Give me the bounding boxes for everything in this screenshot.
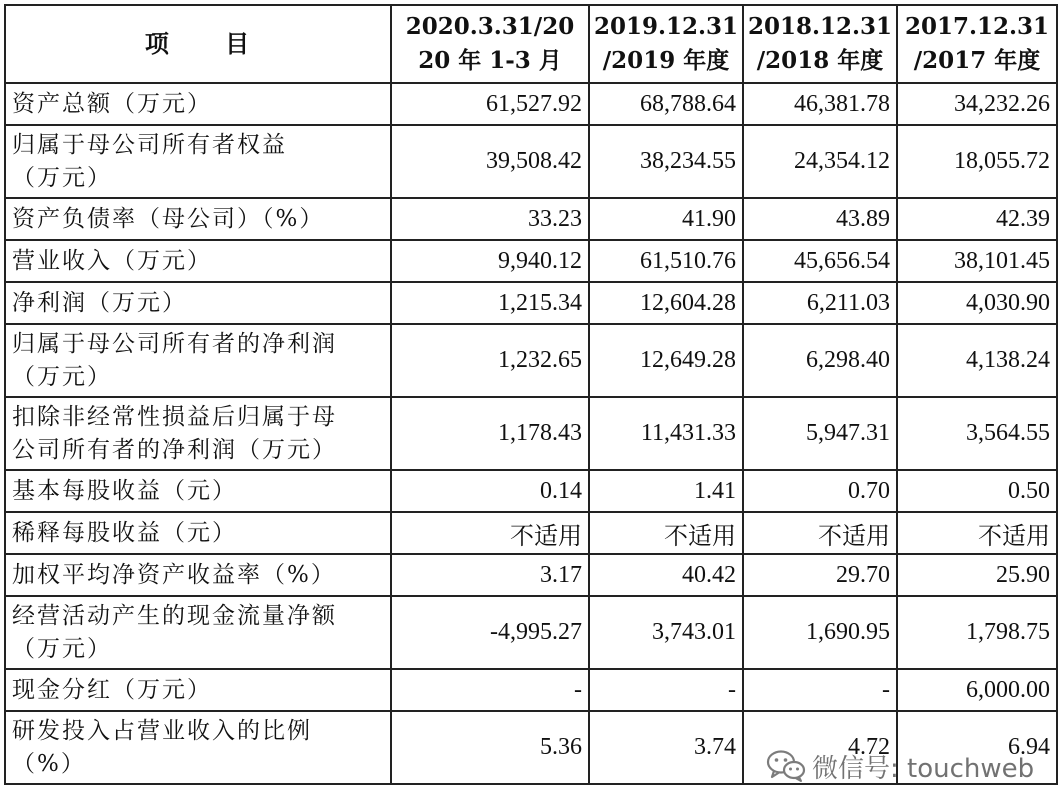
row-label: 基本每股收益（元） (5, 470, 391, 512)
table-row (5, 125, 1057, 198)
table-row (5, 470, 1057, 512)
item-column-header: 项 目 (5, 5, 391, 83)
header-row (5, 5, 1057, 83)
value-cell: 不适用 (743, 512, 897, 554)
period-range: /2018 年度 (756, 47, 884, 74)
period-date: 2018.12.31 (747, 13, 893, 40)
table-row (5, 83, 1057, 125)
table-row (5, 240, 1057, 282)
value-cell: 29.70 (743, 554, 897, 596)
row-label-line: 归属于母公司所有者的净利润 (12, 330, 337, 357)
table-header (5, 5, 1057, 83)
value-cell: 6,000.00 (897, 669, 1057, 711)
value-cell: 3,743.01 (589, 596, 743, 669)
value-cell: - (589, 669, 743, 711)
row-label (5, 711, 391, 784)
row-label: 加权平均净资产收益率（%） (5, 554, 391, 596)
value-cell: 11,431.33 (589, 397, 743, 470)
value-cell: 9,940.12 (391, 240, 589, 282)
table-row (5, 324, 1057, 397)
wechat-watermark (766, 746, 1034, 786)
table-row (5, 554, 1057, 596)
value-cell: 3,564.55 (897, 397, 1057, 470)
period-range: 20 年 1-3 月 (418, 47, 562, 74)
period-column-header (391, 5, 589, 83)
value-cell: 46,381.78 (743, 83, 897, 125)
row-label: 稀释每股收益（元） (5, 512, 391, 554)
row-label-line: 归属于母公司所有者权益 (12, 131, 287, 158)
row-label: 资产负债率（母公司）（%） (5, 198, 391, 240)
table-row (5, 397, 1057, 470)
period-range: /2019 年度 (602, 47, 730, 74)
value-cell: 61,510.76 (589, 240, 743, 282)
period-date: 2017.12.31 (904, 13, 1050, 40)
value-cell: 43.89 (743, 198, 897, 240)
period-date: 2020.3.31/20 (405, 13, 575, 40)
row-label (5, 125, 391, 198)
value-cell: 不适用 (897, 512, 1057, 554)
value-cell: 1,798.75 (897, 596, 1057, 669)
value-cell: 33.23 (391, 198, 589, 240)
value-cell: 41.90 (589, 198, 743, 240)
row-label: 净利润（万元） (5, 282, 391, 324)
value-cell: 25.90 (897, 554, 1057, 596)
wechat-icon (766, 749, 806, 783)
row-label (5, 397, 391, 470)
row-label-line: （万元） (12, 363, 112, 390)
value-cell: 38,234.55 (589, 125, 743, 198)
value-cell: 24,354.12 (743, 125, 897, 198)
row-label-line: 公司所有者的净利润（万元） (12, 436, 337, 463)
table-row (5, 669, 1057, 711)
value-cell: 3.74 (589, 711, 743, 784)
value-cell: 不适用 (391, 512, 589, 554)
value-cell: 1,690.95 (743, 596, 897, 669)
value-cell: 3.17 (391, 554, 589, 596)
value-cell: 6,211.03 (743, 282, 897, 324)
table-row (5, 198, 1057, 240)
table-body (5, 83, 1057, 784)
row-label: 现金分红（万元） (5, 669, 391, 711)
period-range: /2017 年度 (913, 47, 1041, 74)
row-label-line: 研发投入占营业收入的比例 (12, 717, 312, 744)
value-cell: 6.94 (897, 711, 1057, 784)
row-label: 营业收入（万元） (5, 240, 391, 282)
row-label-line: （%） (12, 750, 86, 777)
value-cell: 12,649.28 (589, 324, 743, 397)
value-cell: 0.70 (743, 470, 897, 512)
period-column-header (897, 5, 1057, 83)
value-cell: 39,508.42 (391, 125, 589, 198)
table-row (5, 282, 1057, 324)
period-column-header (589, 5, 743, 83)
value-cell: 5,947.31 (743, 397, 897, 470)
value-cell: -4,995.27 (391, 596, 589, 669)
row-label-line: 扣除非经常性损益后归属于母 (12, 403, 337, 430)
watermark-text: 微信号: touchweb (812, 753, 1035, 784)
value-cell: 1,215.34 (391, 282, 589, 324)
value-cell: 38,101.45 (897, 240, 1057, 282)
value-cell: 不适用 (589, 512, 743, 554)
value-cell: 40.42 (589, 554, 743, 596)
value-cell: 0.14 (391, 470, 589, 512)
value-cell: 4,030.90 (897, 282, 1057, 324)
value-cell: 42.39 (897, 198, 1057, 240)
value-cell: 1,178.43 (391, 397, 589, 470)
value-cell: 5.36 (391, 711, 589, 784)
value-cell: 4,138.24 (897, 324, 1057, 397)
value-cell: 68,788.64 (589, 83, 743, 125)
value-cell: 4.72 (743, 711, 897, 784)
row-label-line: （万元） (12, 635, 112, 662)
row-label-line: （万元） (12, 164, 112, 191)
period-date: 2019.12.31 (593, 13, 739, 40)
value-cell: - (391, 669, 589, 711)
value-cell: 12,604.28 (589, 282, 743, 324)
financial-summary-table (4, 4, 1058, 785)
period-column-header (743, 5, 897, 83)
value-cell: 61,527.92 (391, 83, 589, 125)
value-cell: 45,656.54 (743, 240, 897, 282)
value-cell: 0.50 (897, 470, 1057, 512)
row-label (5, 596, 391, 669)
row-label (5, 324, 391, 397)
value-cell: 34,232.26 (897, 83, 1057, 125)
row-label-line: 经营活动产生的现金流量净额 (12, 602, 337, 629)
value-cell: - (743, 669, 897, 711)
table-row (5, 512, 1057, 554)
value-cell: 1,232.65 (391, 324, 589, 397)
value-cell: 6,298.40 (743, 324, 897, 397)
table-row (5, 596, 1057, 669)
value-cell: 1.41 (589, 470, 743, 512)
value-cell: 18,055.72 (897, 125, 1057, 198)
row-label: 资产总额（万元） (5, 83, 391, 125)
